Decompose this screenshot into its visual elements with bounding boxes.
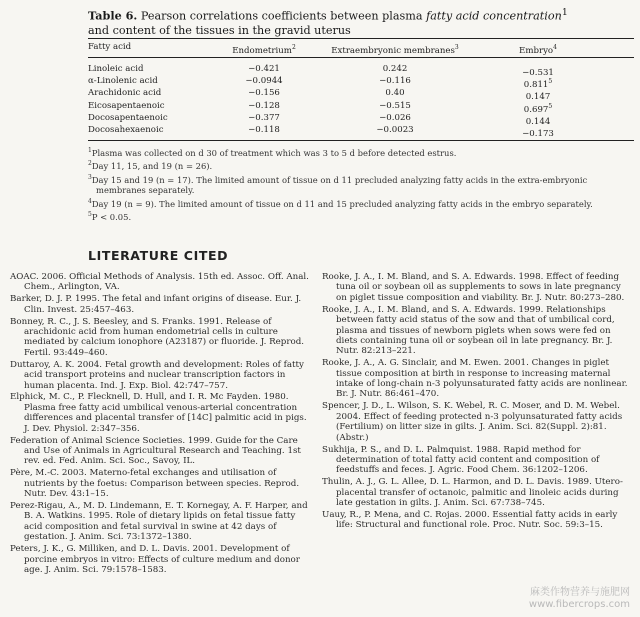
references-right-column xyxy=(322,272,634,532)
reference-entry: Federation of Animal Science Societies. 1999. Guide for the Care and Use of Animals in Agricultural Research and Teaching. 1st rev. ed. Fed. Anim. Sci. Soc., Savoy, IL. xyxy=(10,435,301,467)
cell-endometrium: −0.118 xyxy=(248,125,280,135)
footnote: $^3$Day 15 and 19 (n = 17). The limited amount of tissue on d 11 precluded analyzing fatty acids in the extra-embryonic membranes separately. xyxy=(88,173,588,196)
cell-endometrium: −0.421 xyxy=(248,64,280,74)
header-extraembryonic: Extraembryonic membranes$^3$ xyxy=(331,44,459,56)
references-left-column xyxy=(10,272,312,577)
reference-entry: Sukhija, P. S., and D. L. Palmquist. 1988. Rapid method for determination of total fatty acid content and composition of feedstuffs and feces. J. Agric. Food Chem. 36:1202–1206. xyxy=(322,444,600,476)
table-bottom-rule xyxy=(88,140,634,141)
caption-line2: and content of the tissues in the gravid uterus xyxy=(88,23,351,37)
cell-embryo: 0.147 xyxy=(525,92,551,103)
reference-entry: Peters, J. K., G. Milliken, and D. L. Davis. 2001. Development of porcine embryos in vitro: Effects of culture medium and donor age. J. Anim. Sci. 79:1578–1583. xyxy=(10,544,300,575)
cell-extraembryonic: −0.0023 xyxy=(376,125,414,135)
table-top-rule xyxy=(88,38,634,39)
header-fatty-acid: Fatty acid xyxy=(88,42,132,52)
cell-extraembryonic: −0.026 xyxy=(379,112,411,123)
cell-embryo: 0.811$^5$ xyxy=(523,78,553,91)
cell-embryo: 0.697$^5$ xyxy=(523,102,553,115)
reference-entry: Elphick, M. C., P. Flecknell, D. Hull, and I. R. Mc Fayden. 1980. Plasma free fatty acid umbilical venous-arterial concentration differences and placental transfer of [14C] palmitic acid in pigs. J. Dev. Physiol. 2:347–356. xyxy=(10,392,307,434)
cell-endometrium: −0.156 xyxy=(248,88,280,99)
reference-entry: Rooke, J. A., I. M. Bland, and S. A. Edwards. 1998. Effect of feeding tuna oil or soybean oil as supplements to sows in late pregnancy on piglet tissue composition and viability. Br. J. Nutr. 80:273–280. xyxy=(322,272,625,303)
footnote: $^2$Day 11, 15, and 19 (n = 26). xyxy=(88,160,213,172)
cell-extraembryonic: 0.40 xyxy=(385,88,405,99)
watermark-line1: 麻类作物营养与施肥网 xyxy=(530,587,630,598)
cell-embryo: −0.173 xyxy=(522,128,554,139)
header-endometrium: Endometrium$^2$ xyxy=(232,44,296,56)
watermark-line2: www.fibercrops.com xyxy=(528,599,630,610)
table-caption xyxy=(88,6,633,38)
footnote: $^5$P < 0.05. xyxy=(88,211,132,222)
cell-embryo: −0.531 xyxy=(522,67,554,78)
cell-extraembryonic: 0.242 xyxy=(382,64,408,74)
reference-entry: Perez-Rigau, A., M. D. Lindemann, E. T. Kornegay, A. F. Harper, and B. A. Watkins. 1995. Role of dietary lipids on fetal tissue fatty acid composition and fetal survival in swine at 42 days of gestation. J. Anim. Sci. 73:1372–1380. xyxy=(10,501,308,543)
cell-endometrium: −0.0944 xyxy=(245,76,283,87)
cell-fatty-acid: Arachidonic acid xyxy=(88,88,162,99)
footnote: $^1$Plasma was collected on d 30 of treatment which was 3 to 5 d before detected estrus. xyxy=(88,147,457,158)
reference-entry: AOAC. 2006. Official Methods of Analysis. 15th ed. Assoc. Off. Anal. Chem., Arlington, VA. xyxy=(10,272,309,293)
table-header-rule xyxy=(88,57,634,58)
reference-entry: Bonney, R. C., J. S. Beesley, and S. Franks. 1991. Release of arachidonic acid from human endometrial cells in culture mediated by calcium ionophore (A23187) or fluoride. J. Reprod. Fertil. 93:449–460. xyxy=(10,316,305,358)
cell-endometrium: −0.128 xyxy=(248,100,280,111)
cell-fatty-acid: Eicosapentaenoic xyxy=(88,100,165,111)
caption-sup: 1 xyxy=(561,7,568,18)
caption-text: Pearson correlations coefficients between plasma xyxy=(140,9,427,23)
cell-fatty-acid: Docosapentaenoic xyxy=(88,112,168,123)
caption-italic: fatty acid concentration xyxy=(426,9,562,23)
table-label: Table 6. xyxy=(88,8,138,23)
watermark xyxy=(529,587,630,611)
cell-fatty-acid: Docosahexaenoic xyxy=(88,125,164,135)
reference-entry: Rooke, J. A., I. M. Bland, and S. A. Edwards. 1999. Relationships between fatty acid status of the sow and that of umbilical cord, plasma and tissues of newborn piglets when sows were fed on diets containing tuna oil or soybean oil in late pregnancy. Br. J. Nutr. 82:213–221. xyxy=(322,304,615,357)
header-embryo: Embryo$^4$ xyxy=(519,44,557,56)
reference-entry: Thulin, A. J., G. L. Allee, D. L. Harmon, and D. L. Davis. 1989. Utero-placental transfer of octanoic, palmitic and linoleic acids during late gestation in gilts. J. Anim. Sci. 67:738–745. xyxy=(322,477,623,509)
cell-extraembryonic: −0.515 xyxy=(379,100,411,111)
literature-heading: LITERATURE CITED xyxy=(88,248,229,263)
reference-entry: Spencer, J. D., L. Wilson, S. K. Webel, R. C. Moser, and D. M. Webel. 2004. Effect of feeding protected n-3 polyunsaturated fatty acids (Fertilium) on litter size in gilts. J. Anim. Sci. 82(Suppl. 2):81. (Abstr.) xyxy=(322,401,623,443)
reference-entry: Uauy, R., P. Mena, and C. Rojas. 2000. Essential fatty acids in early life: Structural and functional role. Proc. Nutr. Soc. 59:3–15. xyxy=(322,509,618,531)
cell-embryo: 0.144 xyxy=(525,116,551,127)
reference-entry: Rooke, J. A., A. G. Sinclair, and M. Ewen. 2001. Changes in piglet tissue composition at birth in response to increasing maternal intake of long-chain n-3 polyunsaturated fatty acids are nonlinear. Br. J. Nutr. 86:461–470. xyxy=(322,358,628,400)
cell-extraembryonic: −0.116 xyxy=(379,76,411,87)
table-footnotes xyxy=(88,146,636,224)
cell-fatty-acid: α-Linolenic acid xyxy=(88,76,158,87)
cell-endometrium: −0.377 xyxy=(248,112,280,123)
cell-fatty-acid: Linoleic acid xyxy=(88,64,144,74)
reference-entry: Barker, D. J. P. 1995. The fetal and infant origins of disease. Eur. J. Clin. Invest. 25:457–463. xyxy=(10,294,302,315)
reference-entry: Duttaroy, A. K. 2004. Fetal growth and development: Roles of fatty acid transport proteins and nuclear transcription factors in human placenta. Ind. J. Exp. Biol. 42:747–757. xyxy=(10,359,304,391)
footnote: $^4$Day 19 (n = 9). The limited amount of tissue on d 11 and 15 precluded analyzing fatty acids in the embryo separately. xyxy=(88,197,593,209)
reference-entry: Père, M.-C. 2003. Materno-fetal exchanges and utilisation of nutrients by the foetus: Comparison between species. Reprod. Nutr. Dev. 43:1–15. xyxy=(10,468,300,500)
